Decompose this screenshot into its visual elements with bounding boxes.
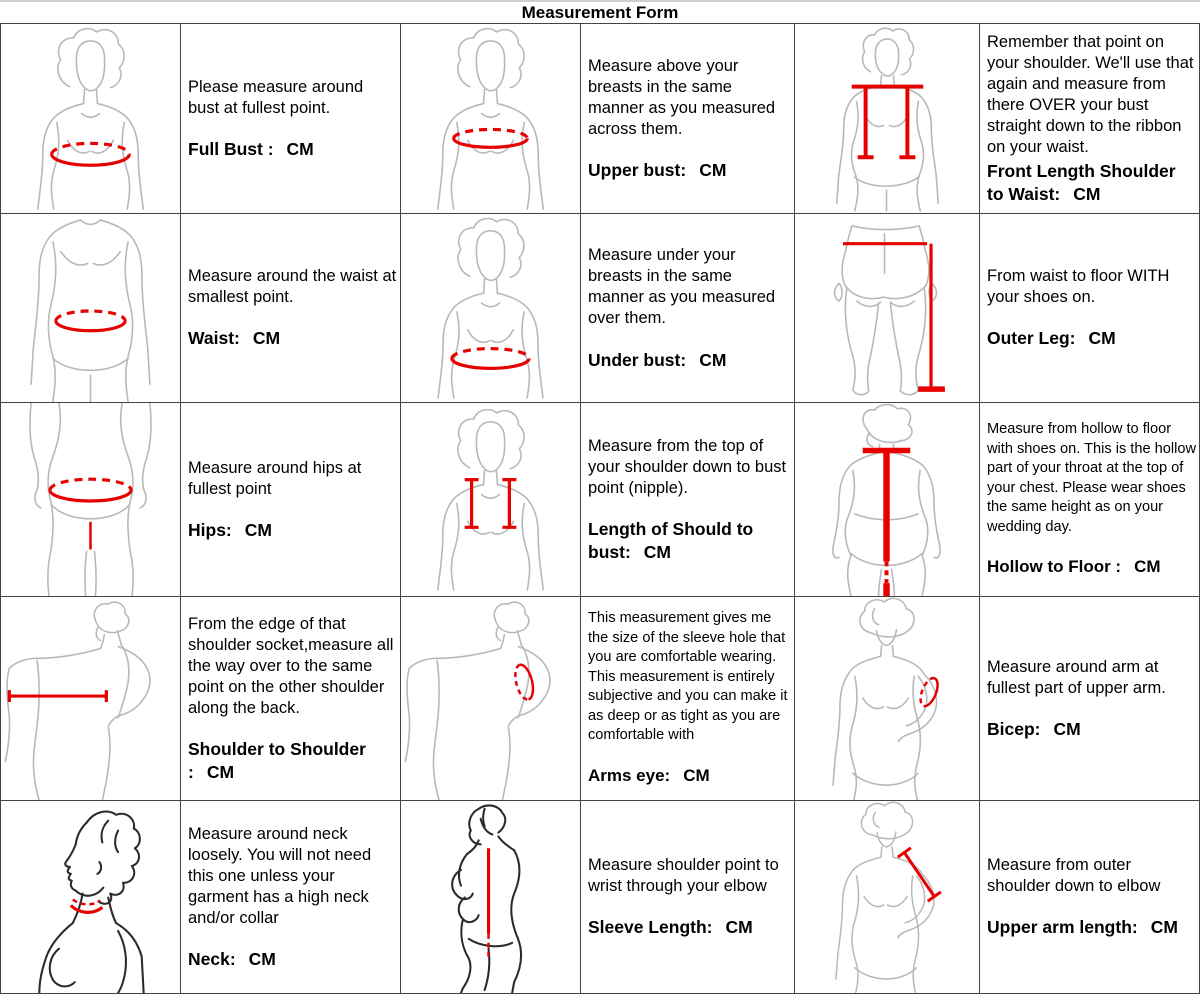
measurement-description: Please measure around bust at fullest point.	[188, 77, 364, 117]
measurement-description: Measure under your breasts in the same manner as you measured over them.	[588, 246, 776, 328]
measurement-label-line	[188, 948, 397, 970]
text-cell-sleeve-length	[581, 801, 794, 993]
measurement-label-line	[987, 556, 1196, 579]
measurement-label-line	[188, 519, 397, 541]
text-cell-upper-bust	[581, 24, 794, 213]
sleeve-length-illustration	[401, 801, 580, 993]
measurement-unit: CM	[725, 917, 753, 938]
neck-illustration	[1, 801, 180, 993]
measurement-mark	[512, 663, 536, 701]
measurement-mark	[52, 143, 130, 165]
figure-cell-shoulder-to-bust	[401, 403, 580, 596]
measurement-mark	[50, 479, 131, 549]
measurement-label: Neck:	[188, 949, 236, 970]
measurement-label-line	[188, 738, 397, 783]
full-bust-illustration	[1, 24, 180, 213]
text-cell-shoulder-to-bust	[581, 403, 794, 596]
measurement-description: Measure around hips at fullest point	[188, 458, 362, 498]
measurement-label-line	[588, 916, 791, 938]
bicep-illustration	[795, 597, 979, 800]
measurement-label-line	[588, 349, 791, 371]
text-cell-arms-eye	[581, 597, 794, 800]
measurement-description: Measure shoulder point to wrist through your elbow	[588, 856, 779, 896]
upper-arm-length-illustration	[795, 801, 979, 993]
measurement-label: Shoulder to Shoulder :	[188, 739, 366, 782]
text-cell-under-bust	[581, 214, 794, 402]
measurement-label-line	[987, 327, 1196, 349]
measurement-label: Waist:	[188, 328, 240, 349]
measurement-label: Full Bust :	[188, 138, 274, 159]
text-cell-upper-arm-length	[980, 801, 1199, 993]
text-cell-front-length	[980, 24, 1199, 213]
measurement-description: Remember that point on your shoulder. We'll use that again and measure from there OVER your bust straight down to the ribbon on your waist.	[987, 32, 1194, 157]
measurement-mark	[56, 311, 125, 331]
figure-cell-sleeve-length	[401, 801, 580, 993]
measurement-unit: CM	[699, 160, 727, 181]
measurement-description: This measurement gives me the size of the sleeve hole that you are comfortable wearing. This measurement is entirely subjective and you can make it as deep or as tight as you are comfortable with	[588, 610, 788, 744]
arms-eye-illustration	[401, 597, 580, 800]
measurement-mark	[9, 690, 106, 702]
measurement-unit: CM	[1053, 718, 1081, 739]
measurement-label-line	[588, 765, 791, 788]
measurement-mark	[452, 349, 529, 369]
measurement-label-line	[588, 518, 791, 563]
front-length-shoulder-to-waist-illustration	[795, 24, 979, 213]
measurement-label-line	[987, 718, 1196, 740]
text-cell-bicep	[980, 597, 1199, 800]
measurement-label-line	[188, 327, 397, 349]
measurement-label-line	[188, 138, 397, 160]
text-cell-shoulder-to-shoulder	[181, 597, 400, 800]
measurement-unit: CM	[1150, 917, 1178, 938]
measurement-unit: CM	[1134, 557, 1161, 577]
figure-cell-neck	[1, 801, 180, 993]
text-cell-hollow-to-floor	[980, 403, 1199, 596]
figure-cell-hollow-to-floor	[795, 403, 979, 596]
hollow-to-floor-illustration	[795, 403, 979, 596]
text-cell-neck	[181, 801, 400, 993]
measurement-unit: CM	[699, 349, 727, 370]
measurement-mark	[454, 129, 528, 147]
measurement-unit: CM	[244, 519, 272, 540]
measurement-label: Hollow to Floor :	[987, 557, 1122, 577]
measurement-table	[0, 23, 1200, 994]
page-title: Measurement Form	[521, 3, 679, 22]
figure-cell-upper-bust	[401, 24, 580, 213]
measurement-label: Front Length Shoulder to Waist:	[987, 161, 1176, 204]
measurement-unit: CM	[252, 328, 281, 349]
text-cell-waist	[181, 214, 400, 402]
figure-cell-upper-arm-length	[795, 801, 979, 993]
measurement-unit: CM	[286, 138, 314, 159]
hips-illustration	[1, 403, 180, 596]
figure-cell-waist	[1, 214, 180, 402]
upper-bust-illustration	[401, 24, 580, 213]
measurement-description: Measure from the top of your shoulder down to bust point (nipple).	[588, 436, 787, 498]
measurement-label-line	[588, 159, 791, 181]
measurement-description: Measure around arm at fullest part of upper arm.	[987, 657, 1166, 697]
figure-cell-full-bust	[1, 24, 180, 213]
text-cell-hips	[181, 403, 400, 596]
measurement-mark	[465, 480, 517, 528]
figure-cell-under-bust	[401, 214, 580, 402]
measurement-label: Arms eye:	[588, 766, 671, 786]
measurement-description: Measure from outer shoulder down to elbow	[987, 856, 1161, 896]
measurement-label: Hips:	[188, 519, 232, 540]
under-bust-illustration	[401, 214, 580, 402]
measurement-label: Outer Leg:	[987, 328, 1076, 349]
figure-cell-hips	[1, 403, 180, 596]
measurement-unit: CM	[206, 761, 235, 782]
figure-cell-front-length	[795, 24, 979, 213]
measurement-label-line	[987, 160, 1196, 205]
measurement-description: Measure around the waist at smallest point.	[188, 267, 397, 307]
measurement-description: From waist to floor WITH your shoes on.	[987, 267, 1170, 307]
measurement-description: Measure from hollow to floor with shoes on. This is the hollow part of your throat at the top of your chest. Please wear shoes the same height as on your wedding day.	[987, 420, 1197, 535]
measurement-label: Length of Should to bust:	[588, 519, 754, 562]
measurement-mark	[863, 451, 911, 596]
measurement-mark	[898, 848, 941, 901]
shoulder-to-shoulder-illustration	[1, 597, 180, 800]
text-cell-full-bust	[181, 24, 400, 213]
text-cell-outer-leg	[980, 214, 1199, 402]
figure-cell-bicep	[795, 597, 979, 800]
measurement-label-line	[987, 916, 1196, 938]
measurement-label: Under bust:	[588, 349, 687, 370]
figure-cell-shoulder-to-shoulder	[1, 597, 180, 800]
measurement-label: Sleeve Length:	[588, 917, 713, 938]
measurement-description: Measure around neck loosely. You will not need this one unless your garment has a high neck and/or collar	[188, 824, 372, 927]
measurement-label: Upper arm length:	[987, 917, 1138, 938]
figure-cell-outer-leg	[795, 214, 979, 402]
measurement-mark	[843, 244, 945, 389]
measurement-unit: CM	[643, 541, 671, 562]
measurement-unit: CM	[1073, 183, 1101, 204]
measurement-unit: CM	[1088, 328, 1116, 349]
measurement-label: Bicep:	[987, 718, 1041, 739]
measurement-mark	[852, 87, 924, 158]
figure-cell-arms-eye	[401, 597, 580, 800]
measurement-unit: CM	[683, 766, 710, 786]
measurement-description: Measure above your breasts in the same manner as you measured across them.	[588, 56, 776, 138]
shoulder-to-bust-illustration	[401, 403, 580, 596]
measurement-unit: CM	[248, 949, 276, 970]
waist-illustration	[1, 214, 180, 402]
measurement-label: Upper bust:	[588, 160, 687, 181]
measurement-description: From the edge of that shoulder socket,measure all the way over to the same point on the other shoulder along the back.	[188, 614, 394, 718]
outer-leg-illustration	[795, 214, 979, 402]
